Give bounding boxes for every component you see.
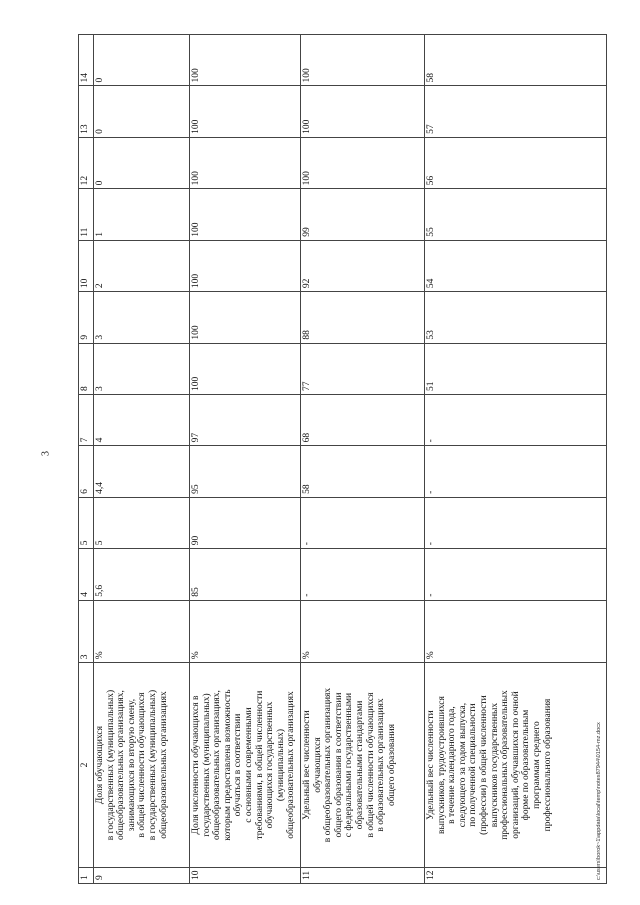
column-header: 4 [79, 549, 94, 600]
value-cell: 100 [190, 343, 301, 394]
value-cell: 58 [301, 446, 425, 497]
table-header-row [79, 35, 94, 884]
table-row [425, 35, 607, 884]
value-cell: 100 [301, 35, 425, 86]
value-cell: 99 [301, 189, 425, 240]
value-cell: 100 [190, 292, 301, 343]
value-cell: 1 [94, 189, 190, 240]
value-cell: 4,4 [94, 446, 190, 497]
row-number: 11 [301, 867, 425, 883]
value-cell: 95 [190, 446, 301, 497]
value-cell: 0 [94, 35, 190, 86]
table-row [301, 35, 425, 884]
value-cell: - [301, 497, 425, 548]
value-cell: 2 [94, 240, 190, 291]
column-header: 5 [79, 497, 94, 548]
value-cell: 100 [301, 86, 425, 137]
table-row [190, 35, 301, 884]
column-header: 7 [79, 395, 94, 446]
column-header: 3 [79, 600, 94, 663]
file-path-footer: c:\users\borok~1\appdata\local\temp\notes87944\0154-mz.docx [596, 722, 602, 880]
table-row [94, 35, 190, 884]
value-cell: 100 [190, 35, 301, 86]
value-cell: 54 [425, 240, 607, 291]
value-cell: - [425, 549, 607, 600]
value-cell: 97 [190, 395, 301, 446]
value-cell: - [425, 446, 607, 497]
value-cell: 3 [94, 292, 190, 343]
value-cell: 5 [94, 497, 190, 548]
indicator-description: Доля численности обучающихся в государственных (муниципальных) общеобразовательных организациях, которым предоставлена возможность обучаться в соответствии с основными современными требованиями, в общей численности обучающихся государственных (муниципальных) общеобразовательных организациях [190, 663, 301, 868]
indicator-description: Доля обучающихся в государственных (муниципальных) общеобразовательных организациях, занимающихся во вторую смену, в общей численности обучающихся в государственных (муниципальных) общеобразовательных организациях [94, 663, 190, 868]
value-cell: 100 [190, 86, 301, 137]
value-cell: 92 [301, 240, 425, 291]
row-number: 9 [94, 867, 190, 883]
value-cell: 57 [425, 86, 607, 137]
row-number: 12 [425, 867, 607, 883]
column-header: 10 [79, 240, 94, 291]
rotated-table-container [78, 34, 603, 884]
value-cell: 77 [301, 343, 425, 394]
column-header: 2 [79, 663, 94, 868]
value-cell: 68 [301, 395, 425, 446]
value-cell: 100 [301, 137, 425, 188]
value-cell: 88 [301, 292, 425, 343]
value-cell: 100 [190, 240, 301, 291]
column-header: 6 [79, 446, 94, 497]
value-cell: 100 [190, 189, 301, 240]
unit-cell: % [425, 600, 607, 663]
value-cell: 53 [425, 292, 607, 343]
value-cell: 5,6 [94, 549, 190, 600]
column-header: 9 [79, 292, 94, 343]
column-header: 11 [79, 189, 94, 240]
column-header: 13 [79, 86, 94, 137]
value-cell: - [425, 395, 607, 446]
unit-cell: % [190, 600, 301, 663]
indicator-description: Удельный вес численности обучающихся в общеобразовательных организациях общего образования в соответствии с федеральными государственными образовательными стандартами в общей численности обучающихся в образовательных организациях общего образования [301, 663, 425, 868]
indicator-table [78, 34, 607, 884]
column-header: 8 [79, 343, 94, 394]
value-cell: 4 [94, 395, 190, 446]
value-cell: 0 [94, 86, 190, 137]
indicator-description: Удельный вес численности выпускников, трудоустроившихся в течение календарного года, следующего за годом выпуска, по полученной специальности (профессии) в общей численности выпускников государственных профессиональных образовательных организаций, обучавшихся по очной форме по образовательным программам среднего профессионального образования [425, 663, 607, 868]
value-cell: 100 [190, 137, 301, 188]
value-cell: 0 [94, 137, 190, 188]
value-cell: 90 [190, 497, 301, 548]
value-cell: 51 [425, 343, 607, 394]
value-cell: - [425, 497, 607, 548]
value-cell: 58 [425, 35, 607, 86]
unit-cell: % [94, 600, 190, 663]
value-cell: 3 [94, 343, 190, 394]
column-header: 1 [79, 867, 94, 883]
value-cell: - [301, 549, 425, 600]
value-cell: 85 [190, 549, 301, 600]
unit-cell: % [301, 600, 425, 663]
column-header: 12 [79, 137, 94, 188]
page-number: 3 [40, 451, 52, 456]
row-number: 10 [190, 867, 301, 883]
value-cell: 56 [425, 137, 607, 188]
column-header: 14 [79, 35, 94, 86]
value-cell: 55 [425, 189, 607, 240]
